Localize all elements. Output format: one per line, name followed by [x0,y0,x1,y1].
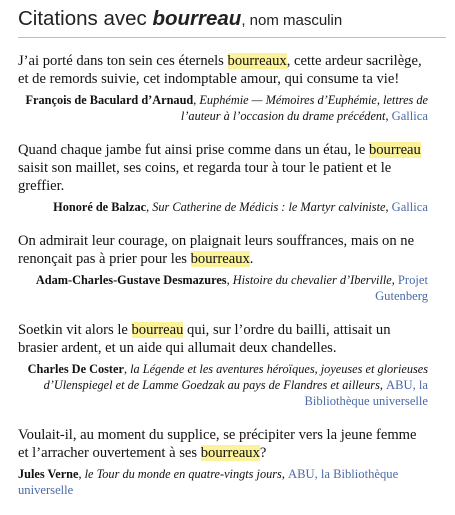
citation-quote [18,141,428,195]
citation-author: Jules Verne [18,467,79,481]
citation-item [18,321,428,409]
citation-attribution [18,272,428,304]
attribution-separator: , [193,93,200,107]
citation-source-link[interactable]: Gallica [391,109,428,123]
quote-text: . [249,251,254,267]
highlighted-word: bourreau [131,322,184,338]
header-title [18,7,241,30]
citation-quote [18,426,428,462]
citation-source-link[interactable]: Projet Gutenberg [375,273,428,303]
quote-text: Quand chaque jambe fut ainsi prise comme dans un étau, le [18,142,369,158]
citation-source-link[interactable]: ABU, la Bibliothèque universelle [18,467,399,497]
attribution-separator: , [385,200,392,214]
quote-text: J’ai porté dans ton sein ces éternels [18,53,228,69]
attribution-separator: , [391,273,398,287]
header-separator: , [241,12,250,29]
citation-attribution [18,466,428,498]
quote-text: Voulait-il, au moment du supplice, se précipiter vers la jeune femme et l’arracher ouvertement à ses [18,427,417,461]
attribution-separator: , [281,467,288,481]
quote-text: Soetkin vit alors le [18,322,132,338]
attribution-separator: , [123,362,131,376]
citation-source-link[interactable]: ABU, la Bibliothèque universelle [304,378,428,408]
citation-item [18,141,428,215]
header-prefix: Citations avec [18,7,153,30]
citation-work: le Tour du monde en quatre-vingts jours [84,467,282,481]
attribution-separator: , [379,378,387,392]
quote-text: , cette ardeur sacrilège, et de remords suivie, cet indomptable amour, qui consume ta vie! [18,53,422,87]
citation-item [18,232,428,304]
citation-item [18,52,428,124]
attribution-separator: , [146,200,153,214]
citation-item [18,426,428,498]
citation-author: Adam-Charles-Gustave Desmazures [35,273,227,287]
citation-author: Honoré de Balzac [53,200,147,214]
citation-work: Sur Catherine de Médicis : le Martyr calviniste [152,200,386,214]
citation-quote [18,52,428,88]
quote-text: On admirait leur courage, on plaignait leurs souffrances, mais on ne renonçait pas à prier pour les [18,233,415,267]
citation-attribution [18,199,428,215]
citation-attribution [18,361,428,409]
section-header [18,4,446,38]
quote-text: ? [259,445,267,461]
citations-list [18,52,428,515]
citation-source-link[interactable]: Gallica [391,200,428,214]
highlighted-word: bourreaux [190,251,250,267]
citation-quote [18,321,428,357]
citation-work: la Légende et les aventures héroïques, joyeuses et glorieuses d’Ulenspiegel et de Lamme Goedzak au pays de Flandres et ailleurs [43,362,428,392]
header-category: nom masculin [249,12,343,29]
highlighted-word: bourreaux [200,445,260,461]
citation-author: Charles De Coster [27,362,124,376]
highlighted-word: bourreaux [227,53,287,69]
quote-text: saisit son maillet, ses coins, et regarda tour à tour le patient et le greffier. [18,160,392,194]
attribution-separator: , [78,467,85,481]
attribution-separator: , [226,273,233,287]
citation-author: François de Baculard d’Arnaud [25,93,194,107]
citation-quote [18,232,428,268]
citation-work: Euphémie — Mémoires d’Euphémie, lettres de l’auteur à l’occasion du drame précédent [180,93,428,123]
citation-attribution [18,92,428,124]
attribution-separator: , [385,109,392,123]
quote-text: qui, sur l’ordre du bailli, attisait un brasier ardent, et un aide qui allumait deux chandelles. [18,322,391,356]
header-word: bourreau [152,7,242,30]
highlighted-word: bourreau [368,142,421,158]
citation-work: Histoire du chevalier d’Iberville [232,273,392,287]
